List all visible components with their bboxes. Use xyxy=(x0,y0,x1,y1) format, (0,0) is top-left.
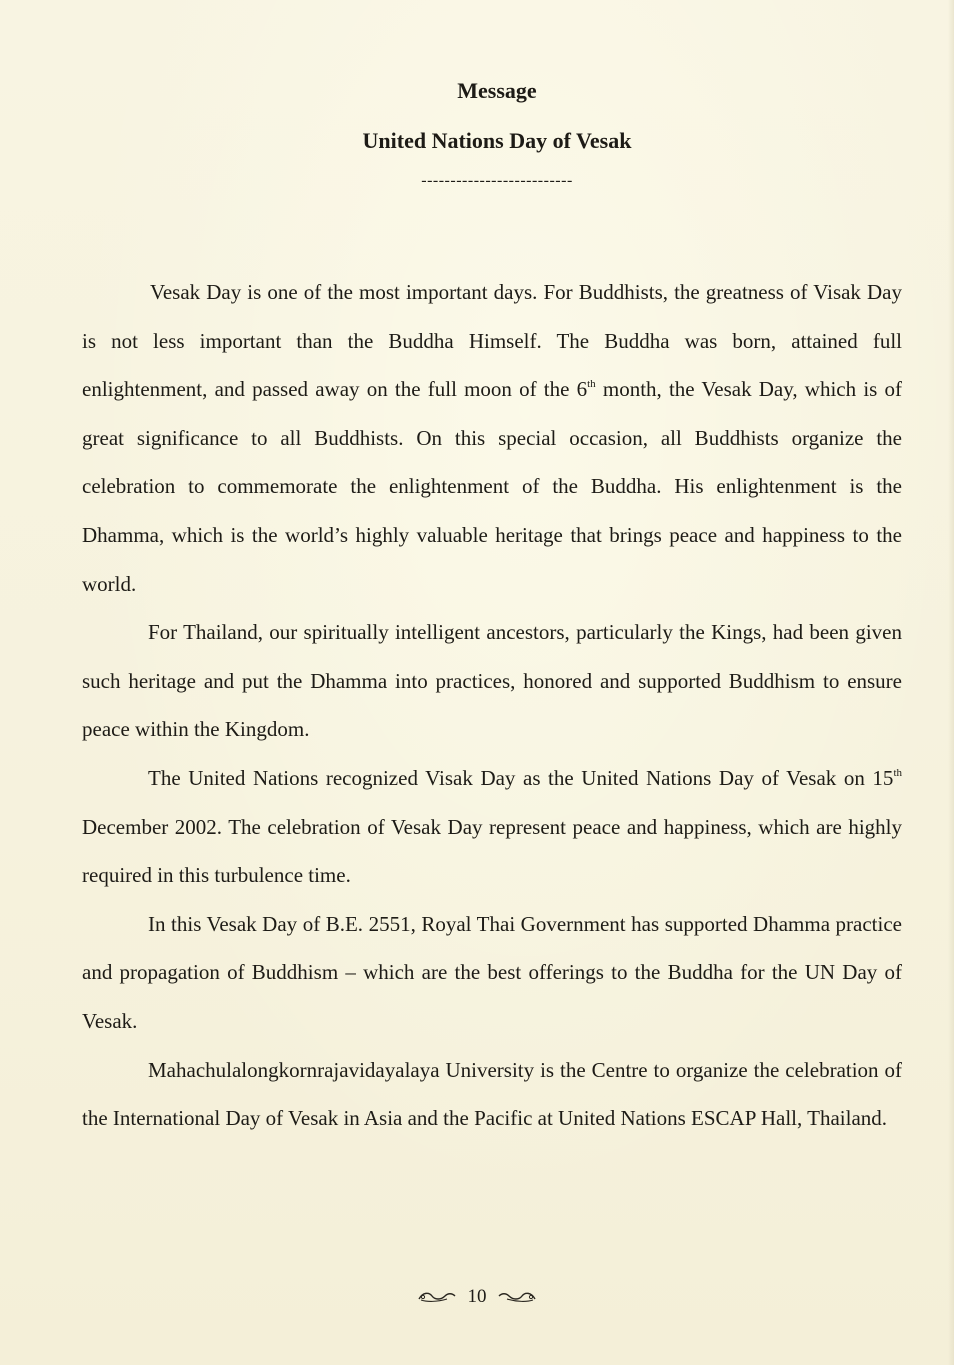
paragraph-2: For Thailand, our spiritually intelligent ancestors, particularly the Kings, had been given such heritage and put the Dhamma into practices, honored and supported Buddhism to ensure peace within the Kingdom. xyxy=(82,620,902,742)
page-footer xyxy=(0,1285,954,1308)
paragraph-5: Mahachulalongkornrajavidayalaya University is the Centre to organize the celebration of the International Day of Vesak in Asia and the Pacific at United Nations ESCAP Hall, Thailand. xyxy=(82,1057,902,1131)
ordinal-suffix: th xyxy=(587,378,596,391)
page-title: United Nations Day of Vesak xyxy=(362,128,632,153)
message-body xyxy=(82,268,902,1143)
title-divider: -------------------------- xyxy=(421,172,573,189)
scroll-ornament-left-icon xyxy=(417,1290,457,1304)
paragraph-3: The United Nations recognized Visak Day as the United Nations Day of Vesak on 15th December 2002. The celebration of Vesak Day represent peace and happiness, which are highly required in this turbulence time. xyxy=(82,765,902,888)
paragraph-4: In this Vesak Day of B.E. 2551, Royal Thai Government has supported Dhamma practice and propagation of Buddhism – which are the best offerings to the Buddha for the UN Day of Vesak. xyxy=(82,911,902,1033)
page-edge xyxy=(948,0,954,1365)
page-number: 10 xyxy=(467,1285,487,1307)
document-kind-heading: Message xyxy=(457,78,537,103)
paragraph-1: Vesak Day is one of the most important days. For Buddhists, the greatness of Visak Day is not less important than the Buddha Himself. The Buddha was born, attained full enlightenment, and passed away on the full moon of the 6th month, the Vesak Day, which is of great significance to all Buddhists. On this special occasion, all Buddhists organize the celebration to commemorate the enlightenment of the Buddha. His enlightenment is the Dhamma, which is the world’s highly valuable heritage that brings peace and happiness to the world. xyxy=(82,280,902,596)
ordinal-suffix: th xyxy=(893,766,902,779)
scroll-ornament-right-icon xyxy=(497,1290,537,1304)
